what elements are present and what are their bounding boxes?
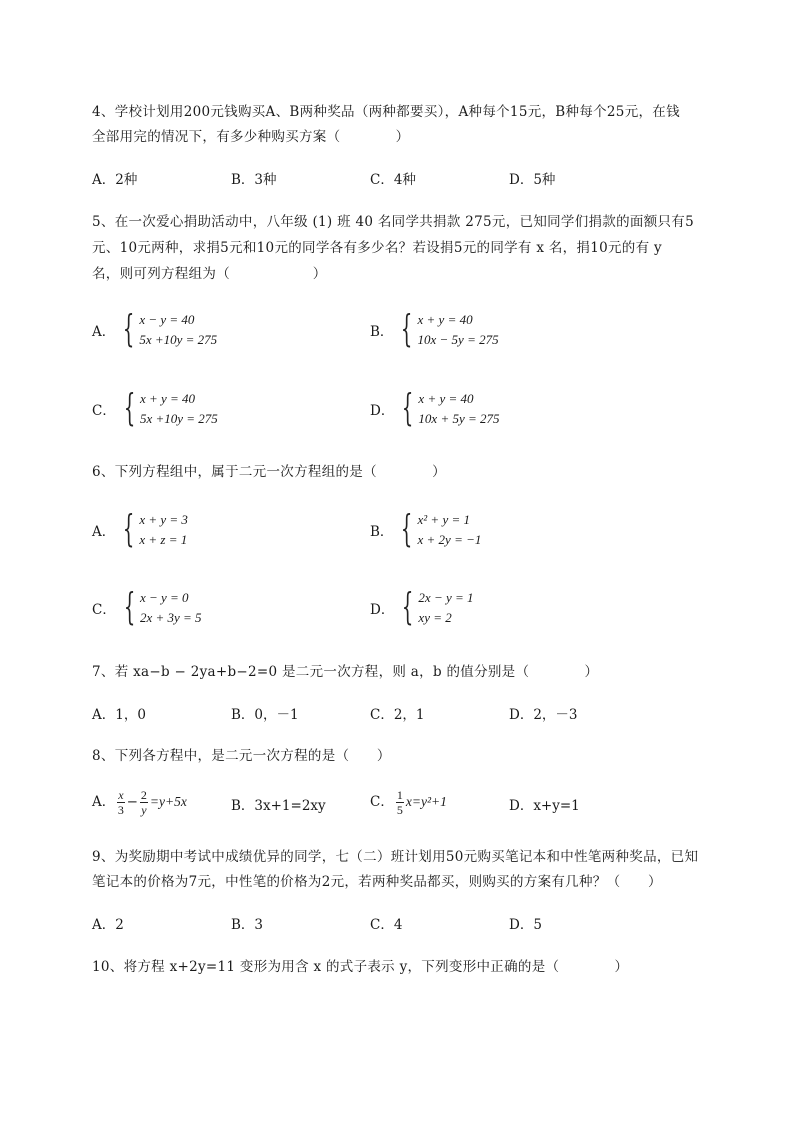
q5-text-line3: 名，则可列方程组为（ ） — [92, 266, 327, 282]
equation: 2x + 3y = 5 — [139, 610, 202, 625]
option-label: A． — [92, 524, 116, 540]
q10-text-line1: 10、将方程 x+2y=11 变形为用含 x 的式子表示 y，下列变形中正确的是（ ） — [92, 959, 629, 975]
q4-option-a[interactable]: A．2种 — [92, 172, 138, 188]
q6-option-a[interactable] — [92, 507, 188, 552]
equation: 10x + 5y = 275 — [418, 411, 500, 426]
q6-option-d[interactable] — [370, 585, 474, 630]
q4-text-line1: 4、学校计划用200元钱购买A、B两种奖品（两种都要买），A种每个15元，B种每个25元，在钱 — [92, 104, 680, 120]
equation: x² + y = 1 — [417, 512, 470, 527]
q4-option-d[interactable]: D．5种 — [509, 172, 556, 188]
option-label: B． — [370, 524, 394, 540]
equation: x + y = 3 — [139, 512, 188, 527]
fraction-numerator: x — [118, 788, 124, 802]
brace-icon: { — [123, 307, 135, 352]
equation: x + y = 40 — [139, 391, 196, 406]
equation: x + y = 40 — [417, 312, 473, 327]
q7-option-c[interactable]: C．2，1 — [370, 707, 425, 723]
q6-option-b[interactable] — [370, 507, 482, 552]
fraction-denominator: 3 — [117, 803, 124, 817]
q4-text-line2: 全部用完的情况下，有多少种购买方案（ ） — [92, 129, 410, 145]
q8-option-b[interactable]: B．3x+1=2xy — [231, 798, 326, 814]
q8-text-line1: 8、下列各方程中，是二元一次方程的是（ ） — [92, 748, 391, 764]
equation: x + 2y = −1 — [417, 532, 482, 547]
q4-option-b[interactable]: B．3种 — [231, 172, 277, 188]
q7-option-b[interactable]: B．0，－1 — [231, 707, 299, 723]
q8-option-d[interactable]: D．x+y=1 — [509, 798, 580, 814]
q8-option-a[interactable] — [92, 788, 187, 817]
q5-text-line1: 5、在一次爱心捐助活动中，八年级 (1) 班 40 名同学共捐款 275元，已知同学们捐款的面额只有5 — [92, 214, 695, 230]
q5-option-d[interactable] — [370, 386, 500, 431]
brace-icon: { — [123, 507, 135, 552]
minus-sign: − — [126, 794, 138, 810]
q7-option-a[interactable]: A．1，0 — [92, 707, 146, 723]
fraction — [396, 788, 404, 817]
brace-icon: { — [402, 386, 414, 431]
q7-option-d[interactable]: D．2，－3 — [509, 707, 578, 723]
equation: x − y = 40 — [139, 312, 195, 327]
q5-option-a[interactable] — [92, 307, 218, 352]
q6-text-line1: 6、下列方程组中，属于二元一次方程组的是（ ） — [92, 464, 446, 480]
fraction — [140, 788, 148, 817]
q4-option-c[interactable]: C．4种 — [370, 172, 416, 188]
brace-icon: { — [123, 386, 136, 431]
option-label: A． — [92, 794, 116, 810]
q6-option-c[interactable] — [92, 585, 202, 630]
equation: x + y = 40 — [418, 391, 474, 406]
equation-rest: x=y²+1 — [405, 794, 447, 809]
fraction-numerator: 2 — [140, 788, 147, 802]
fraction-denominator: y — [141, 803, 147, 817]
q5-text-line2: 元、10元两种，求捐5元和10元的同学各有多少名？若设捐5元的同学有 x 名，捐10元的有 y — [92, 240, 662, 256]
q9-option-c[interactable]: C．4 — [370, 917, 403, 933]
option-label: C． — [92, 403, 116, 419]
equation: 5x +10y = 275 — [139, 332, 218, 347]
equation: 5x +10y = 275 — [139, 411, 218, 426]
q9-option-d[interactable]: D．5 — [509, 917, 542, 933]
q7-text-line1: 7、若 xa−b − 2ya+b−2=0 是二元一次方程，则 a，b 的值分别是（ ） — [92, 664, 599, 680]
brace-icon: { — [401, 307, 413, 352]
brace-icon: { — [401, 507, 413, 552]
q9-text-line1: 9、为奖励期中考试中成绩优异的同学，七（二）班计划用50元购买笔记本和中性笔两种奖品，已知 — [92, 849, 699, 865]
q9-option-b[interactable]: B．3 — [231, 917, 264, 933]
option-label: D． — [370, 602, 395, 618]
q8-option-c[interactable] — [370, 788, 447, 817]
brace-icon: { — [123, 585, 136, 630]
q9-text-line2: 笔记本的价格为7元，中性笔的价格为2元，若两种奖品都买，则购买的方案有几种？（ ） — [92, 874, 662, 890]
fraction-denominator: 5 — [396, 803, 403, 817]
equation: 2x − y = 1 — [418, 590, 474, 605]
option-label: A． — [92, 324, 116, 340]
q5-option-c[interactable] — [92, 386, 218, 431]
option-label: B． — [370, 324, 394, 340]
equation: x − y = 0 — [139, 590, 189, 605]
q9-option-a[interactable]: A．2 — [92, 917, 124, 933]
fraction — [117, 788, 124, 817]
option-label: C． — [370, 794, 394, 810]
equation-rest: =y+5x — [149, 794, 187, 809]
equation: x + z = 1 — [139, 532, 188, 547]
option-label: D． — [370, 403, 395, 419]
q5-option-b[interactable] — [370, 307, 499, 352]
brace-icon: { — [402, 585, 414, 630]
equation: 10x − 5y = 275 — [417, 332, 499, 347]
fraction-numerator: 1 — [396, 788, 403, 802]
option-label: C． — [92, 602, 116, 618]
equation: xy = 2 — [418, 610, 452, 625]
